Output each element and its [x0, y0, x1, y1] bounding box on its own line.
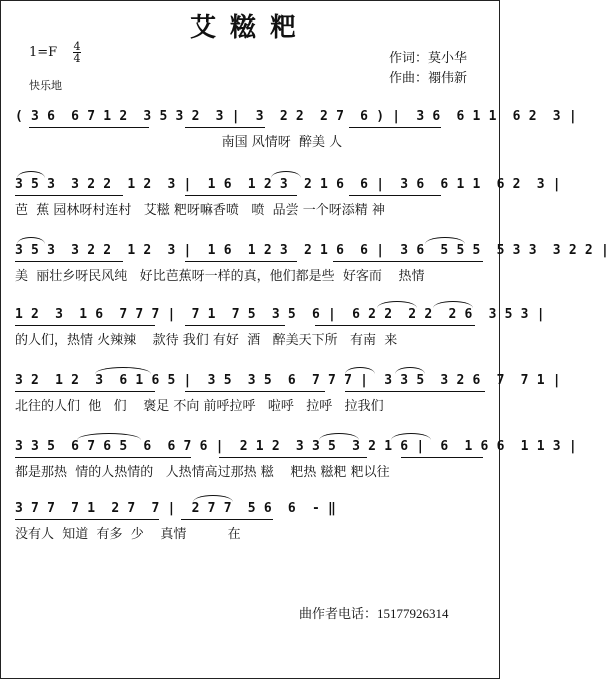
beam-underline [15, 457, 191, 458]
beam-underline [401, 457, 483, 458]
phone-number: 15177926314 [377, 606, 449, 621]
score-system-3 [15, 243, 609, 287]
beam-underline [345, 391, 485, 392]
phone-label: 曲作者电话： [299, 607, 378, 622]
score-system-5 [15, 373, 561, 417]
score-system-6 [15, 439, 577, 483]
beam-underline [29, 127, 149, 128]
lyric-line: 美 丽壮乡呀民风纯 好比芭蕉呀一样的真，他们都是些 好客而 热情 [15, 269, 425, 284]
beam-underline [185, 195, 297, 196]
tempo-marking: 快乐地 [29, 79, 62, 92]
notation-line: 3 7 7 7 1 2 7 7 | 2 7 7 5 6 6 - ‖ [15, 501, 337, 516]
beam-underline [333, 261, 483, 262]
time-signature [73, 41, 81, 64]
beam-underline [15, 391, 155, 392]
beam-underline [181, 519, 273, 520]
score-system-4 [15, 307, 545, 351]
meter-top: 4 [73, 40, 81, 53]
lyric-line: 南国 风情呀 醉美 人 [15, 135, 343, 150]
notation-line: 1 2 3 1 6 7 7 7 | 7 1 7 5 3 5 6 | 6 2 2 2 2 2 6 3 5 3 | [15, 307, 545, 322]
notation-line: 3 5 3 3 2 2 1 2 3 | 1 6 1 2 3 2 1 6 6 | 3 6 6 1 1 6 2 3 | [15, 177, 561, 192]
beam-underline [349, 195, 441, 196]
score-system-7 [15, 501, 487, 545]
composer-phone [299, 603, 449, 622]
beam-underline [185, 127, 265, 128]
lyric-line: 芭 蕉 园林呀村连村 艾糍 粑呀嘛香喷 喷 品尝 一个呀添精 神 [15, 203, 385, 218]
beam-underline [15, 195, 123, 196]
notation-line: 3 2 1 2 3 6 1 6 5 | 3 5 3 5 6 7 7 7 | 3 3 5 3 2 6 7 7 1 | [15, 373, 561, 388]
beam-underline [15, 261, 123, 262]
beam-underline [185, 325, 285, 326]
beam-underline [15, 519, 159, 520]
song-title: 艾糍粑 [189, 13, 310, 43]
beam-underline [185, 391, 325, 392]
lyric-line: 北往的人们 他 们 褒足 不向 前呼拉呼 啦呼 拉呼 拉我们 [15, 399, 384, 414]
lyric-line: 都是那热 情的人热情的 人热情高过那热 糍 粑热 糍粑 粑以往 [15, 465, 390, 480]
credits [389, 49, 467, 89]
meter-bottom: 4 [73, 52, 81, 65]
key-signature: 1=F [29, 45, 58, 60]
notation-line: ( 3 6 6 7 1 2 3 5 3 2 3 | 3 2 2 2 7 6 ) | 3 6 6 1 1 6 2 3 | [15, 109, 577, 124]
notation-line: 3 3 5 6 7 6 5 6 6 7 6 | 2 1 2 3 3 5 3 2 1 6 | 6 1 6 6 1 1 3 | [15, 439, 577, 454]
beam-underline [349, 127, 441, 128]
beam-underline [315, 325, 475, 326]
notation-line: 3 5 3 3 2 2 1 2 3 | 1 6 1 2 3 2 1 6 6 | 3 6 5 5 5 5 3 3 3 2 2 | [15, 243, 609, 258]
score-system-2 [15, 177, 561, 221]
lyricist-credit: 作词：莫小华 [389, 51, 468, 66]
score-system-1 [15, 109, 577, 153]
composer-credit: 作曲：禤伟新 [389, 71, 468, 86]
beam-underline [15, 325, 155, 326]
lyric-line: 的人们，热情 火辣辣 款待 我们 有好 酒 醉美天下所 有南 来 [15, 333, 398, 348]
beam-underline [185, 261, 297, 262]
lyric-line: 没有人 知道 有多 少 真情 在 [15, 527, 241, 542]
beam-underline [219, 457, 367, 458]
